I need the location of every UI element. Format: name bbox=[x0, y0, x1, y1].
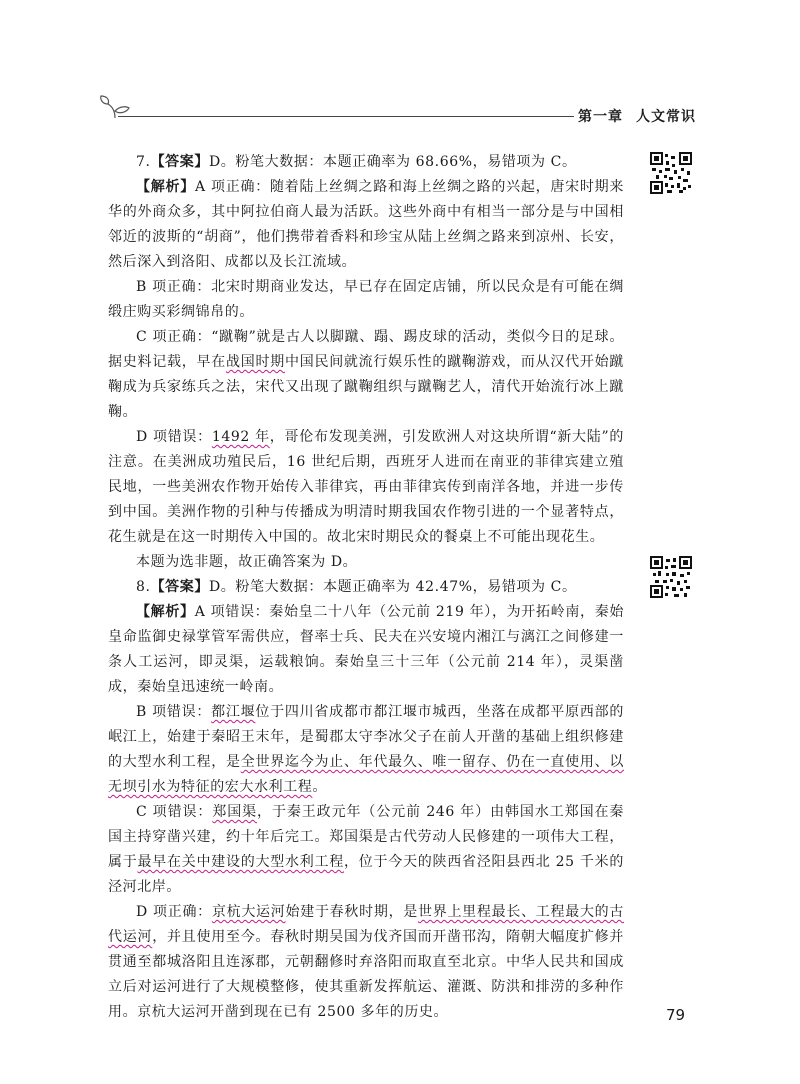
q8-b-text-end: 。 bbox=[312, 779, 328, 795]
q8-d-text: D 项正确： bbox=[136, 904, 212, 920]
q8-analysis-label: 【解析】 bbox=[136, 604, 195, 620]
q7-analysis-d bbox=[108, 425, 624, 550]
q7-d-text: D 项错误： bbox=[136, 429, 212, 445]
q8-a-text: A 项错误：秦始皇二十八年（公元前 219 年），为开拓岭南，秦始皇命监御史禄掌管军需供应，督率士兵、民夫在兴安境内湘江与漓江之间修建一条人工运河，即灵渠，运载粮饷。秦始皇三十三年（公元前 214 年），灵渠凿成，秦始皇迅速统一岭南。 bbox=[108, 604, 624, 695]
q8-b-highlight: 都江堰 bbox=[211, 704, 256, 720]
q7-d-text-rest: ，哥伦布发现美洲，引发欧洲人对这块所谓“新大陆”的注意。在美洲成功殖民后，16 世纪后期，西班牙人进而在南亚的菲律宾建立殖民地，一些美洲农作物开始传入菲律宾，再由菲律宾传到南洋各地，并进一步传到中国。美洲作物的引种与传播成为明清时期我国农作物引进的一个显著特点，花生就是在这一时期传入中国的。故北宋时期民众的餐桌上不可能出现花生。 bbox=[108, 429, 624, 545]
q8-c-highlight: 郑国渠 bbox=[212, 804, 258, 820]
chapter-number: 第一章 bbox=[578, 109, 623, 125]
qr-code-icon[interactable] bbox=[650, 556, 692, 598]
page-number: 79 bbox=[666, 1006, 686, 1024]
q8-analysis-d bbox=[108, 900, 624, 1025]
q7-number: 7. bbox=[136, 154, 151, 170]
q7-answer-label: 【答案】 bbox=[150, 154, 209, 170]
q7-c-highlight: 战国时期 bbox=[225, 354, 285, 370]
q8-d-text-rest: ，并且使用至今。春秋时期吴国为伐齐国而开凿邗沟，隋朝大幅度扩修并贯通至都城洛阳且连涿郡，元朝翻修时弃洛阳而取直至北京。中华人民共和国成立后对运河进行了大规模整修，使其重新发挥航运、灌溉、防洪和排涝的多种作用。京杭大运河开凿到现在已有 2500 多年的历史。 bbox=[108, 929, 624, 1020]
q7-d-highlight: 1492 年 bbox=[211, 429, 270, 445]
q8-analysis-b bbox=[108, 700, 624, 800]
q8-c-text-mid: ，于秦王政元年（公元前 246 年）由韩国水工郑国在秦国主持穿凿兴建，约十年后完工。郑国渠是古代劳动人民修建的一项伟大工程，属于 bbox=[108, 804, 624, 870]
header-rule bbox=[118, 116, 574, 117]
q8-b-text: B 项错误： bbox=[136, 704, 212, 720]
q7-a-text: A 项正确：随着陆上丝绸之路和海上丝绸之路的兴起，唐宋时期来华的外商众多，其中阿拉伯商人最为活跃。这些外商中有相当一部分是与中国相邻近的波斯的“胡商”，他们携带着香料和珍宝从陆上丝绸之路来到凉州、长安，然后深入到洛阳、成都以及长江流域。 bbox=[108, 179, 624, 270]
chapter-title: 人文常识 bbox=[636, 109, 696, 125]
q8-answer-label: 【答案】 bbox=[150, 579, 209, 595]
q8-c-text: C 项错误： bbox=[136, 804, 213, 820]
q8-d-highlight: 京杭大运河 bbox=[211, 904, 286, 920]
q7-answer bbox=[108, 150, 624, 175]
q7-analysis-b: B 项正确：北宋时期商业发达，早已存在固定店铺，所以民众是有可能在绸缎庄购买彩绸锦帛的。 bbox=[108, 279, 624, 320]
q7-analysis-label: 【解析】 bbox=[136, 179, 196, 195]
q8-analysis-c bbox=[108, 800, 624, 900]
q8-number: 8. bbox=[136, 579, 151, 595]
q8-d-highlight-2: 世界上里程最长、工程最大的古代运河 bbox=[108, 904, 625, 945]
q8-b-highlight-2: 全世界迄今为止、年代最久、唯一留存、仍在一直使用、以无坝引水为特征的宏大水利工程 bbox=[108, 754, 624, 795]
q7-answer-text: D。粉笔大数据：本题正确率为 68.66%，易错项为 C。 bbox=[208, 154, 577, 170]
q7-analysis-a bbox=[108, 175, 624, 275]
answer-content bbox=[108, 150, 624, 1025]
q7-analysis-c bbox=[108, 325, 624, 425]
qr-code-icon[interactable] bbox=[650, 152, 692, 194]
q7-c-text-rest: 中国民间就流行娱乐性的蹴鞠游戏，而从汉代开始蹴鞠成为兵家练兵之法，宋代又出现了蹴鞠组织与蹴鞠艺人，清代开始流行冰上蹴鞠。 bbox=[108, 354, 624, 420]
q7-conclusion: 本题为选非题，故正确答案为 D。 bbox=[136, 554, 358, 570]
q8-analysis-a bbox=[108, 600, 624, 700]
q8-answer-text: D。粉笔大数据：本题正确率为 42.47%，易错项为 C。 bbox=[208, 579, 577, 595]
q8-answer bbox=[108, 575, 624, 600]
q7-c-text: C 项正确：“蹴鞠”就是古人以脚蹴、蹋、踢皮球的活动，类似今日的足球。据史料记载，早在 bbox=[108, 329, 624, 370]
q8-c-text-end: ，位于今天的陕西省泾阳县西北 25 千米的泾河北岸。 bbox=[108, 854, 624, 895]
q8-d-text-mid: 始建于春秋时期，是 bbox=[285, 904, 419, 920]
q8-b-text-mid: 位于四川省成都市都江堰市城西，坐落在成都平原西部的岷江上，始建于秦昭王末年，是蜀郡太守李冰父子在前人开凿的基础上组织修建的大型水利工程，是 bbox=[108, 704, 625, 770]
q8-c-highlight-2: 最早在关中建设的大型水利工程 bbox=[137, 854, 344, 870]
